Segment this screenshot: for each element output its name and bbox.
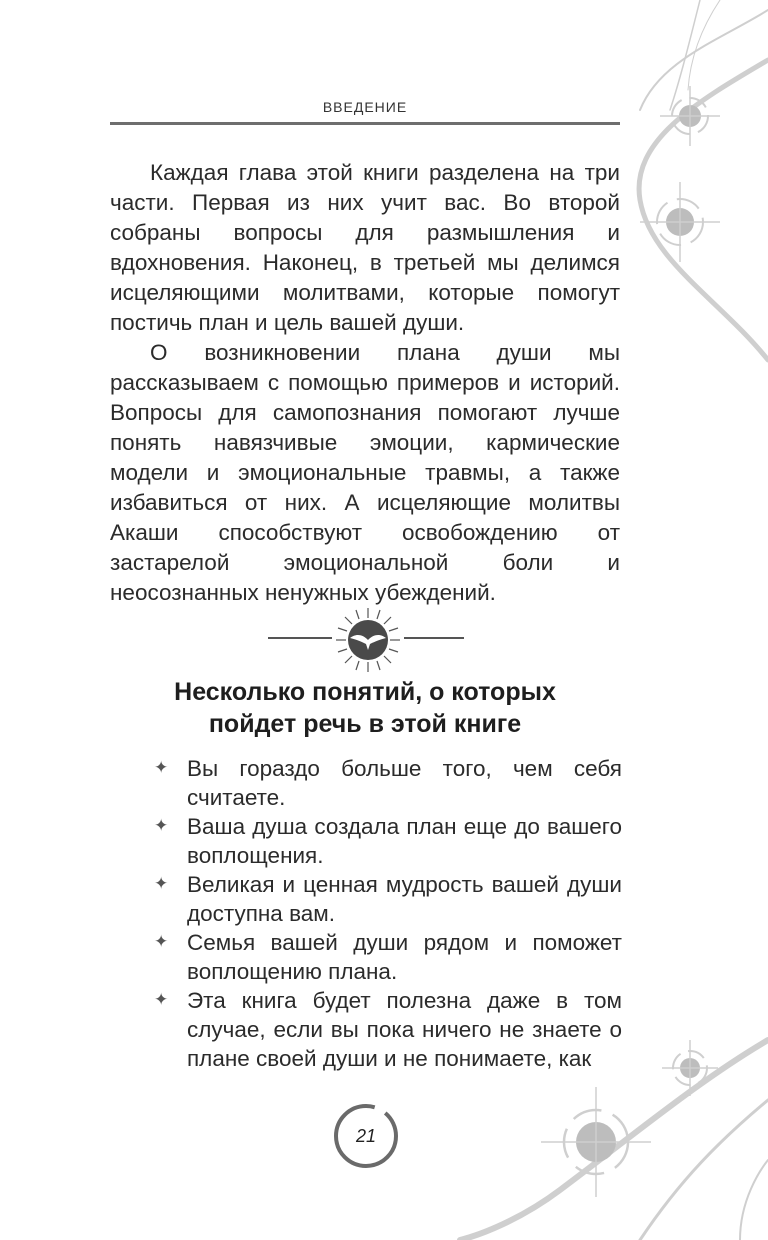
- list-item-text: Вы гораздо больше того, чем себя считаете.: [187, 756, 622, 810]
- list-item-text: Эта книга будет полезна даже в том случае, если вы пока ничего не знаете о плане своей души и не понимаете, как: [187, 988, 622, 1071]
- list-item: [150, 928, 622, 986]
- list-item-text: Ваша душа создала план еще до вашего воплощения.: [187, 814, 622, 868]
- running-head: ВВЕДЕНИЕ: [322, 99, 408, 115]
- list-item-text: Семья вашей души рядом и поможет воплощению плана.: [187, 930, 622, 984]
- section-title-line: пойдет речь в этой книге: [208, 710, 522, 738]
- sparkle-icon: ✦: [154, 990, 169, 1009]
- header-rule: [110, 122, 620, 125]
- page-number: 21: [355, 1126, 377, 1146]
- bullet-list: [150, 754, 622, 1073]
- sparkle-icon: ✦: [154, 932, 169, 951]
- section-title-line: Несколько понятий, о которых: [174, 678, 556, 706]
- paragraph: Каждая глава этой книги разделена на три части. Первая из них учит вас. Во второй собраны вопросы для размышления и вдохновения. Наконец, в третьей мы делимся исцеляющими молитвами, которые помогут постичь план и цель вашей души.: [110, 160, 620, 335]
- sparkle-icon: ✦: [154, 816, 169, 835]
- divider-right-line: [404, 637, 464, 639]
- body-text: [110, 158, 620, 608]
- divider-left-line: [268, 637, 332, 639]
- dove-emblem-icon: [328, 600, 408, 680]
- section-title: [110, 676, 620, 740]
- sparkle-icon: ✦: [154, 874, 169, 893]
- list-item: [150, 812, 622, 870]
- list-item: [150, 870, 622, 928]
- list-item-text: Великая и ценная мудрость вашей души доступна вам.: [187, 872, 622, 926]
- list-item: [150, 754, 622, 812]
- paragraph: О возникновении плана души мы рассказываем с помощью примеров и историй. Вопросы для самопознания помогают лучше понять навязчивые эмоции, кармические модели и эмоциональные травмы, а также избавиться от них. А исцеляющие молитвы Акаши способствуют освобождению от застарелой эмоциональной боли и неосознанных ненужных убеждений.: [110, 340, 620, 605]
- sparkle-icon: ✦: [154, 758, 169, 777]
- list-item: [150, 986, 622, 1073]
